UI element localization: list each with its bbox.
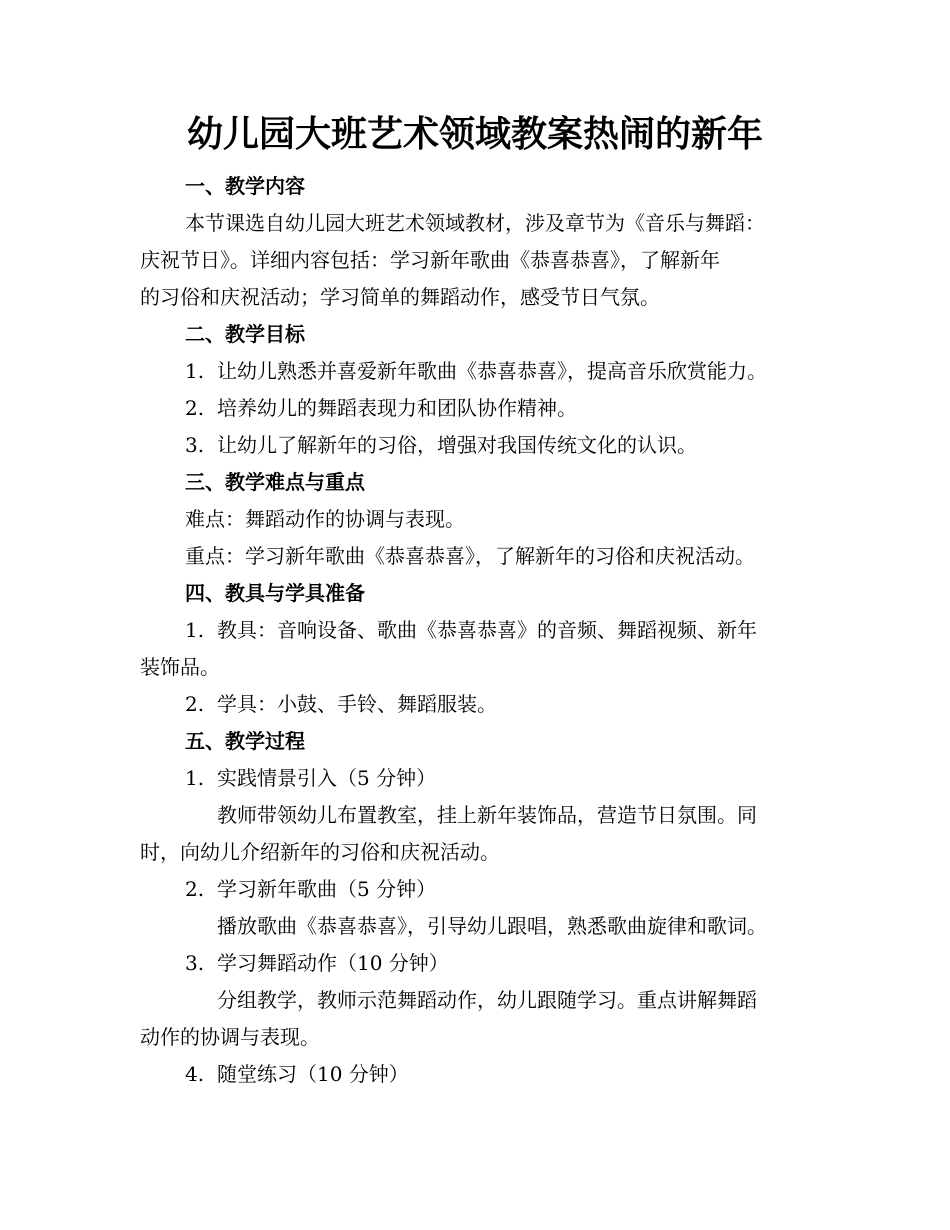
list-item-number: 1.: [185, 618, 205, 642]
paragraph-line: 庆祝节日》。详细内容包括：学习新年歌曲《恭喜恭喜》，了解新年: [140, 248, 720, 272]
section-heading: 一、教学内容: [185, 174, 305, 198]
step-body-continuation: 动作的协调与表现。: [140, 1025, 320, 1049]
step-body-line: 播放歌曲《恭喜恭喜》，引导幼儿跟唱，熟悉歌曲旋律和歌词。: [217, 914, 767, 938]
step-title: [140, 1056, 820, 1093]
list-item: [140, 427, 820, 464]
step-title-text: 随堂练习（10 分钟）: [217, 1062, 409, 1086]
section-heading: 二、教学目标: [185, 322, 305, 346]
step-title-text: 实践情景引入（5 分钟）: [217, 766, 437, 790]
step-body-line: 教师带领幼儿布置教室，挂上新年装饰品，营造节日氛围。同: [217, 803, 757, 827]
paragraph-line: 难点：舞蹈动作的协调与表现。: [185, 507, 465, 531]
step-number: 3.: [185, 951, 205, 975]
list-item-number: 1.: [185, 359, 205, 383]
list-item: [140, 353, 820, 390]
step-title-text: 学习舞蹈动作（10 分钟）: [217, 951, 449, 975]
list-item-text: 培养幼儿的舞蹈表现力和团队协作精神。: [217, 396, 577, 420]
paragraph-line: 的习俗和庆祝活动；学习简单的舞蹈动作，感受节日气氛。: [140, 285, 660, 309]
page-title: 幼儿园大班艺术领域教案热闹的新年: [186, 113, 763, 155]
step-title: [140, 871, 820, 908]
list-item-number: 3.: [185, 433, 205, 457]
list-item-text: 教具：音响设备、歌曲《恭喜恭喜》的音频、舞蹈视频、新年: [217, 618, 757, 642]
list-item-text: 学具：小鼓、手铃、舞蹈服装。: [217, 692, 497, 716]
list-item-continuation: 装饰品。: [140, 655, 220, 679]
list-item-text: 让幼儿了解新年的习俗，增强对我国传统文化的认识。: [217, 433, 697, 457]
step-number: 4.: [185, 1062, 205, 1086]
section-heading: 四、教具与学具准备: [185, 581, 365, 605]
step-title: [140, 760, 820, 797]
step-body-line: 分组教学，教师示范舞蹈动作，幼儿跟随学习。重点讲解舞蹈: [217, 988, 757, 1012]
step-body-continuation: 时，向幼儿介绍新年的习俗和庆祝活动。: [140, 840, 500, 864]
list-item-number: 2.: [185, 692, 205, 716]
list-item: [140, 612, 820, 649]
list-item: [140, 686, 820, 723]
document-body: [140, 168, 820, 1093]
step-title-text: 学习新年歌曲（5 分钟）: [217, 877, 437, 901]
step-number: 2.: [185, 877, 205, 901]
section-heading: 三、教学难点与重点: [185, 470, 365, 494]
step-number: 1.: [185, 766, 205, 790]
section-heading: 五、教学过程: [185, 729, 305, 753]
list-item: [140, 390, 820, 427]
paragraph-line: 本节课选自幼儿园大班艺术领域教材，涉及章节为《音乐与舞蹈：: [185, 211, 765, 235]
list-item-number: 2.: [185, 396, 205, 420]
paragraph-line: 重点：学习新年歌曲《恭喜恭喜》，了解新年的习俗和庆祝活动。: [185, 544, 755, 568]
list-item-text: 让幼儿熟悉并喜爱新年歌曲《恭喜恭喜》，提高音乐欣赏能力。: [217, 359, 767, 383]
step-title: [140, 945, 820, 982]
